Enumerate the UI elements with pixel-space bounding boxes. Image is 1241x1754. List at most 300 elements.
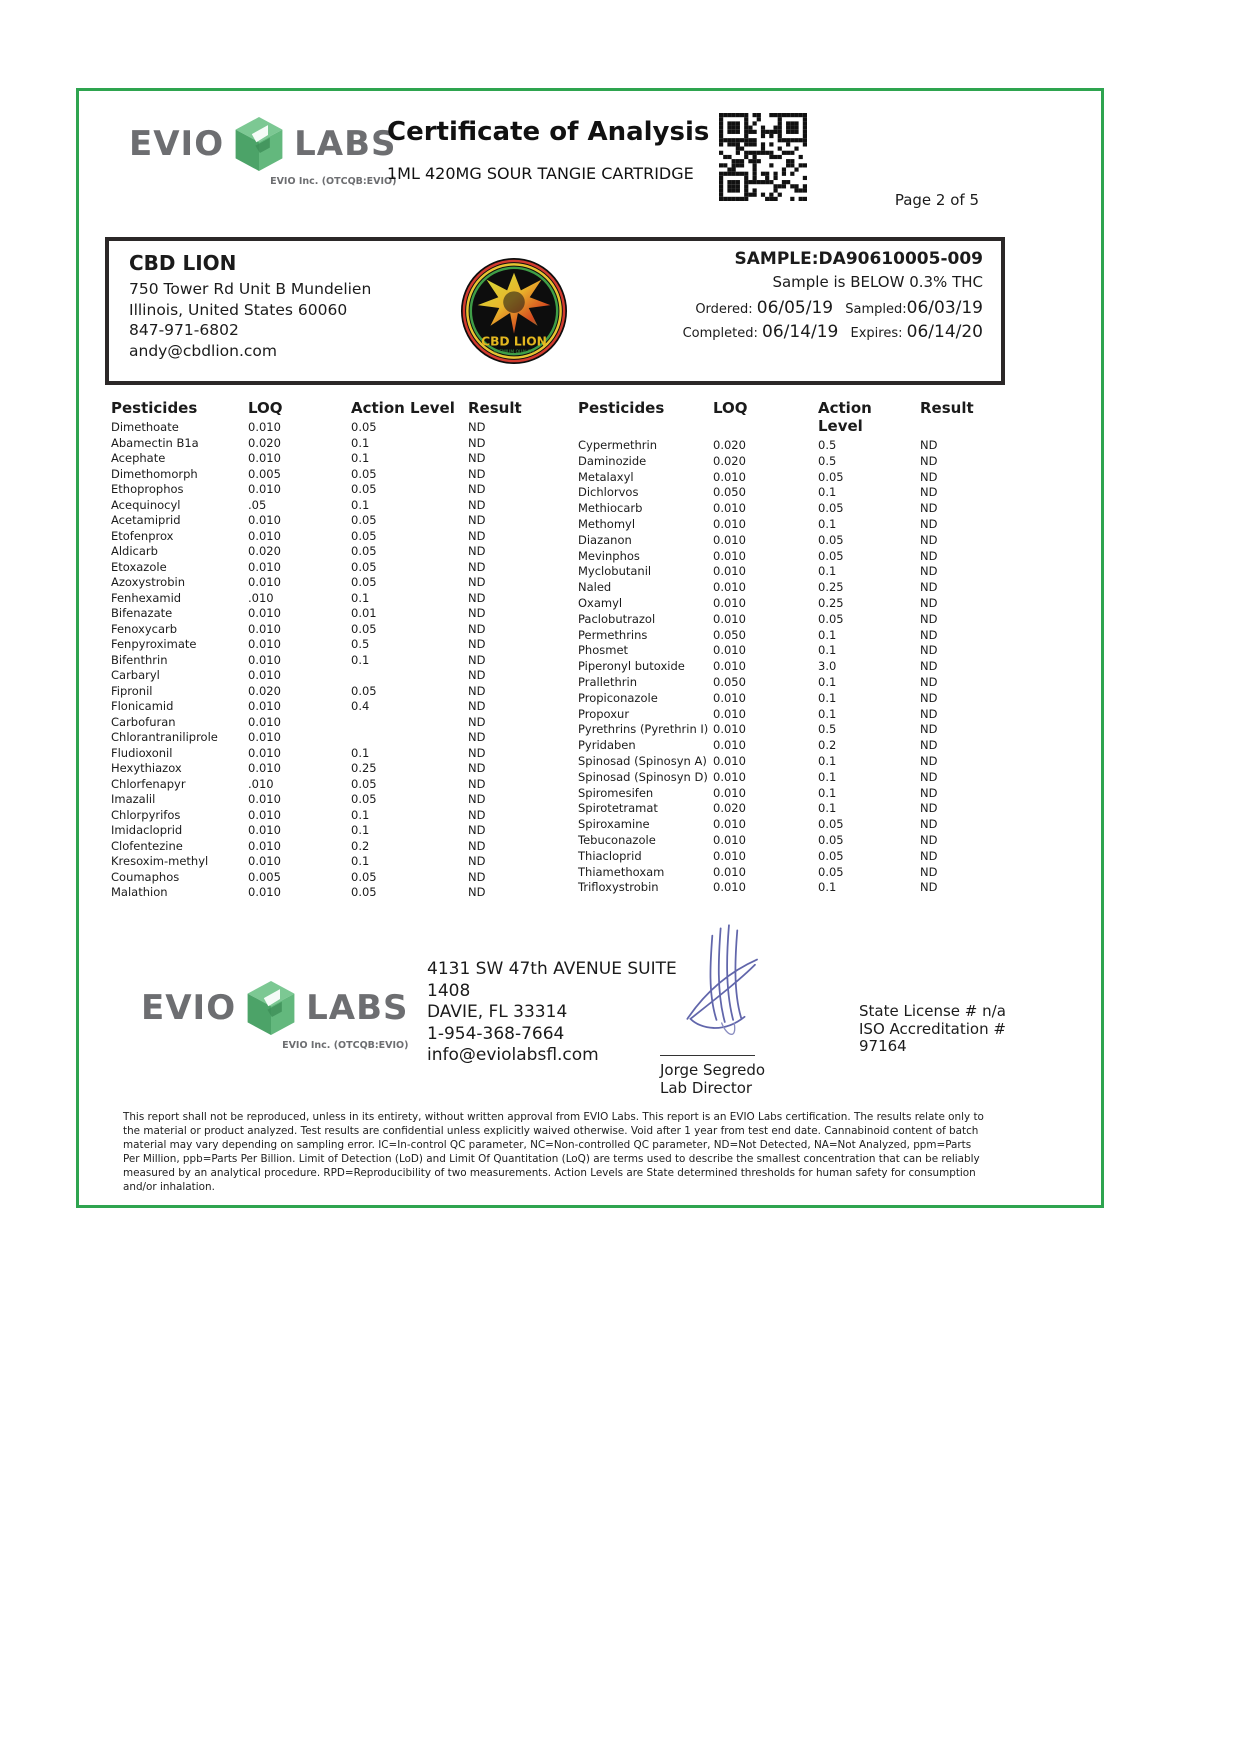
loq-value: 0.010 — [713, 864, 746, 879]
action-level-value: 0.05 — [351, 885, 377, 899]
table-row — [578, 470, 990, 486]
loq-value: 0.005 — [248, 466, 281, 481]
lab-address — [427, 959, 677, 1067]
loq-value: 0.010 — [248, 559, 281, 574]
table-row — [111, 792, 531, 808]
table-row — [578, 549, 990, 565]
evio-labs-logo — [129, 115, 396, 187]
pesticide-name: Paclobutrazol — [578, 611, 656, 626]
pesticide-name: Naled — [578, 580, 612, 595]
action-level-value: 0.05 — [351, 776, 377, 791]
loq-value: 0.010 — [713, 659, 746, 674]
action-level-value: 0.1 — [818, 801, 837, 816]
action-level-value: 0.1 — [351, 451, 370, 465]
result-value: ND — [920, 817, 938, 832]
result-value: ND — [920, 769, 938, 784]
pesticide-name: Spinosad (Spinosyn A) — [578, 753, 707, 768]
result-value: ND — [920, 738, 938, 753]
client-name: CBD LION — [129, 251, 237, 275]
pesticide-name: Carbofuran — [111, 714, 176, 729]
pesticide-name: Mevinphos — [578, 548, 640, 563]
loq-value: 0.010 — [713, 643, 746, 658]
loq-value: 0.010 — [713, 880, 746, 895]
evio-labs-footer-logo — [141, 979, 408, 1051]
loq-value: 0.010 — [248, 668, 281, 682]
table-row — [578, 438, 990, 454]
expires-label: Expires: — [850, 326, 903, 341]
action-level-value — [351, 730, 468, 746]
table-row — [111, 622, 531, 638]
table-row — [111, 513, 531, 529]
result-value: ND — [920, 611, 938, 626]
pesticide-name: Clofentezine — [111, 838, 183, 853]
result-value: ND — [920, 801, 938, 816]
action-level-value: 0.05 — [351, 559, 377, 574]
page-number: Page 2 of 5 — [894, 191, 979, 209]
table-row — [111, 808, 531, 824]
table-row — [111, 467, 531, 483]
lab-email: info@eviolabsfl.com — [427, 1045, 599, 1065]
loq-value: 0.010 — [713, 785, 746, 800]
pesticide-name: Metalaxyl — [578, 469, 634, 484]
table-row — [111, 777, 531, 793]
action-level-value: 0.05 — [818, 469, 844, 484]
loq-value: .010 — [248, 776, 274, 791]
result-value: ND — [468, 466, 486, 481]
table-row — [578, 691, 990, 707]
table-row — [578, 596, 990, 612]
table-row — [111, 436, 531, 452]
result-value: ND — [468, 761, 486, 775]
result-value: ND — [468, 699, 486, 713]
table-row — [578, 501, 990, 517]
action-level-value: 0.05 — [351, 544, 377, 558]
table-row — [111, 606, 531, 622]
loq-value: 0.010 — [248, 699, 281, 713]
table-row — [578, 564, 990, 580]
table-row — [111, 699, 531, 715]
pesticide-name: Kresoxim-methyl — [111, 854, 209, 868]
pesticide-name: Dichlorvos — [578, 485, 639, 500]
sample-info — [683, 249, 983, 345]
result-value: ND — [468, 807, 486, 822]
result-value: ND — [920, 722, 938, 737]
signature — [675, 919, 785, 1049]
logo-inc-text: EVIO Inc. (OTCQB:EVIO) — [270, 176, 397, 187]
pesticide-name: Cypermethrin — [578, 438, 658, 452]
loq-value: 0.010 — [713, 738, 746, 753]
pesticide-name: Chlorantraniliprole — [111, 730, 218, 744]
table-row — [578, 738, 990, 754]
result-value: ND — [920, 753, 938, 768]
pesticide-name: Acequinocyl — [111, 497, 181, 512]
pesticide-name: Prallethrin — [578, 674, 637, 689]
table-row — [578, 770, 990, 786]
result-value: ND — [468, 683, 486, 698]
action-level-value: 0.5 — [818, 722, 837, 737]
logo-evio-text: EVIO — [141, 988, 237, 1028]
loq-value: 0.020 — [713, 801, 746, 816]
completed-date: 06/14/19 — [762, 322, 839, 342]
action-level-value: 0.2 — [351, 838, 370, 853]
loq-value: 0.010 — [713, 848, 746, 863]
loq-value: 0.010 — [713, 564, 746, 579]
action-level-value — [351, 668, 468, 684]
table-row — [578, 580, 990, 596]
action-level-value: 0.05 — [818, 611, 844, 626]
action-level-value: 0.25 — [818, 595, 844, 610]
table-row — [111, 482, 531, 498]
loq-value: 0.010 — [248, 885, 281, 899]
action-level-value: 0.5 — [818, 453, 837, 468]
action-level-value: 0.4 — [351, 699, 370, 713]
pesticide-name: Acetamiprid — [111, 513, 181, 527]
action-level-value: 0.1 — [351, 590, 370, 605]
pesticides-table-left — [111, 399, 531, 901]
green-frame — [76, 88, 1104, 1208]
signer-title: Lab Director — [660, 1079, 753, 1097]
result-value: ND — [468, 528, 486, 543]
pesticide-name: Imidacloprid — [111, 823, 183, 837]
result-value: ND — [920, 580, 938, 595]
table-row — [578, 833, 990, 849]
cbd-logo-text: CBD LION — [481, 334, 547, 349]
action-level-value: 0.2 — [818, 738, 837, 753]
col-header-action-level: Action Level — [818, 399, 872, 435]
col-header-result: Result — [920, 399, 974, 417]
table-row — [578, 612, 990, 628]
product-subtitle: 1ML 420MG SOUR TANGIE CARTRIDGE — [387, 164, 694, 183]
pesticides-table-right — [578, 399, 990, 896]
result-value: ND — [920, 453, 938, 468]
action-level-value: 0.1 — [818, 880, 837, 895]
client-sample-box — [105, 237, 1005, 385]
loq-value: 0.050 — [713, 485, 746, 500]
pesticide-name: Spinosad (Spinosyn D) — [578, 769, 708, 784]
pesticide-name: Carbaryl — [111, 668, 160, 682]
logo-inc-text: EVIO Inc. (OTCQB:EVIO) — [282, 1040, 409, 1051]
col-header-loq: LOQ — [248, 399, 283, 417]
table-row — [111, 668, 531, 684]
disclaimer-text: This report shall not be reproduced, unless in its entirety, without written approval from EVIO Labs. This report is an EVIO Labs certification. The results relate only to the material or product analyzed. Test results are confidential unless explicitly waived otherwise. Void after 1 year from test end date. Cannabinoid content of batch material may vary depending on sampling error. IC=In-control QC parameter, NC=Non-controlled QC parameter, ND=Not Detected, NA=Not Analyzed, ppm=Parts Per Million, ppb=Parts Per Billion. Limit of Detection (LoD) and Limit Of Quantitation (LoQ) are terms used to describe the smallest concentration that can be reliably measured by an analytical procedure. RPD=Reproducibility of two measurements. Action Levels are State determined thresholds for human safety for consumption and/or inhalation. — [123, 1111, 984, 1193]
table-header-row — [111, 399, 531, 420]
col-header-pesticides: Pesticides — [111, 399, 198, 417]
action-level-value: 0.1 — [818, 485, 837, 500]
result-value: ND — [920, 532, 938, 547]
loq-value: 0.010 — [713, 832, 746, 847]
action-level-value: 0.05 — [351, 869, 377, 884]
result-value: ND — [920, 438, 938, 452]
table-row — [578, 865, 990, 881]
table-row — [578, 849, 990, 865]
pesticide-name: Trifloxystrobin — [578, 880, 659, 895]
table-row — [111, 560, 531, 576]
result-value: ND — [920, 848, 938, 863]
action-level-value: 0.05 — [351, 420, 377, 434]
pesticide-name: Oxamyl — [578, 595, 623, 610]
loq-value: 0.010 — [248, 575, 281, 589]
table-row — [111, 885, 531, 901]
pesticide-name: Acephate — [111, 451, 166, 465]
result-value: ND — [468, 730, 486, 744]
pesticide-name: Propoxur — [578, 706, 630, 721]
loq-value: 0.010 — [248, 745, 281, 760]
action-level-value: 0.05 — [351, 528, 377, 543]
loq-value: 0.010 — [248, 637, 281, 651]
loq-value: 0.020 — [713, 438, 746, 452]
action-level-value — [351, 715, 468, 731]
result-value: ND — [468, 420, 486, 434]
result-value: ND — [920, 485, 938, 500]
col-header-loq: LOQ — [713, 399, 748, 417]
action-level-value: 0.1 — [351, 807, 370, 822]
action-level-value: 0.1 — [351, 823, 370, 837]
pesticide-name: Fenoxycarb — [111, 621, 178, 636]
result-value: ND — [468, 668, 486, 682]
iso-accreditation-line2: 97164 — [859, 1037, 907, 1055]
action-level-value: 0.1 — [818, 674, 837, 689]
loq-value: 0.010 — [248, 451, 281, 465]
table-row — [578, 485, 990, 501]
loq-value: 0.010 — [248, 482, 281, 496]
loq-value: 0.010 — [248, 621, 281, 636]
action-level-value: 3.0 — [818, 659, 837, 674]
action-level-value: 0.05 — [818, 501, 844, 516]
action-level-value: 0.1 — [351, 497, 370, 512]
ordered-label: Ordered: — [695, 302, 753, 317]
sample-ordered-line — [683, 297, 983, 321]
action-level-value: 0.05 — [351, 792, 377, 806]
loq-value: 0.020 — [248, 435, 281, 450]
lab-address-line1: 4131 SW 47th AVENUE SUITE — [427, 959, 677, 979]
action-level-value: 0.5 — [818, 438, 837, 452]
loq-value: 0.010 — [713, 706, 746, 721]
iso-accreditation-line1: ISO Accreditation # — [859, 1019, 1006, 1038]
result-value: ND — [468, 482, 486, 496]
loq-value: 0.010 — [248, 838, 281, 853]
result-value: ND — [468, 559, 486, 574]
pesticide-name: Dimethoate — [111, 420, 179, 434]
pesticide-name: Propiconazole — [578, 690, 658, 705]
pesticide-name: Phosmet — [578, 643, 629, 658]
pesticide-name: Chlorpyrifos — [111, 807, 181, 822]
result-value: ND — [468, 776, 486, 791]
table-row — [111, 529, 531, 545]
loq-value: .010 — [248, 590, 274, 605]
result-value: ND — [920, 659, 938, 674]
table-row — [578, 533, 990, 549]
client-email: andy@cbdlion.com — [129, 341, 277, 360]
col-header-result: Result — [468, 399, 522, 417]
result-value: ND — [468, 513, 486, 527]
loq-value: 0.010 — [248, 528, 281, 543]
action-level-value: 0.1 — [818, 785, 837, 800]
evio-cube-icon — [232, 115, 286, 173]
result-value: ND — [920, 690, 938, 705]
table-row — [111, 544, 531, 560]
loq-value: 0.010 — [713, 611, 746, 626]
pesticide-name: Imazalil — [111, 792, 156, 806]
result-value: ND — [468, 544, 486, 558]
pesticide-name: Bifenthrin — [111, 652, 168, 667]
action-level-value: 0.1 — [818, 643, 837, 658]
result-value: ND — [468, 652, 486, 667]
cbd-logo-subtext: PREMIUM QUALITY — [493, 350, 535, 356]
action-level-value: 0.05 — [818, 817, 844, 832]
table-row — [111, 451, 531, 467]
pesticide-name: Thiamethoxam — [578, 864, 665, 879]
action-level-value: 0.05 — [818, 864, 844, 879]
result-value: ND — [920, 548, 938, 563]
action-level-value: 0.1 — [351, 652, 370, 667]
loq-value: 0.010 — [248, 807, 281, 822]
pesticide-name: Hexythiazox — [111, 761, 182, 775]
loq-value: 0.010 — [713, 580, 746, 595]
loq-value: 0.050 — [713, 674, 746, 689]
table-row — [111, 420, 531, 436]
action-level-value: 0.05 — [351, 466, 377, 481]
table-row — [578, 880, 990, 896]
loq-value: 0.010 — [248, 823, 281, 837]
table-row — [578, 754, 990, 770]
result-value: ND — [468, 854, 486, 868]
col-header-pesticides: Pesticides — [578, 399, 665, 417]
pesticide-name: Thiacloprid — [578, 848, 642, 863]
table-row — [111, 746, 531, 762]
table-row — [578, 722, 990, 738]
action-level-value: 0.05 — [351, 482, 377, 496]
action-level-value: 0.05 — [351, 513, 377, 527]
action-level-value: 0.05 — [818, 848, 844, 863]
result-value: ND — [920, 832, 938, 847]
result-value: ND — [920, 516, 938, 531]
table-row — [578, 675, 990, 691]
table-row — [578, 643, 990, 659]
logo-labs-text: LABS — [294, 124, 397, 164]
pesticide-name: Spiromesifen — [578, 785, 654, 800]
result-value: ND — [920, 564, 938, 579]
table-row — [111, 637, 531, 653]
table-row — [111, 715, 531, 731]
cbd-lion-logo — [460, 257, 568, 365]
loq-value: 0.010 — [248, 714, 281, 729]
result-value: ND — [920, 706, 938, 721]
loq-value: .05 — [248, 497, 267, 512]
client-phone: 847-971-6802 — [129, 321, 239, 339]
action-level-value: 0.01 — [351, 606, 377, 620]
table-row — [578, 817, 990, 833]
action-level-value: 0.1 — [351, 435, 370, 450]
table-row — [578, 454, 990, 470]
lab-address-line3: DAVIE, FL 33314 — [427, 1002, 568, 1022]
action-level-value: 0.1 — [818, 753, 837, 768]
loq-value: 0.020 — [713, 453, 746, 468]
table-row — [111, 653, 531, 669]
loq-value: 0.010 — [248, 730, 281, 744]
pesticide-name: Daminozide — [578, 453, 647, 468]
sample-thc-note: Sample is BELOW 0.3% THC — [772, 273, 983, 291]
pesticide-name: Fenpyroximate — [111, 637, 197, 651]
action-level-value: 0.1 — [351, 745, 370, 760]
pesticide-name: Etofenprox — [111, 528, 174, 543]
client-address-line2: Illinois, United States 60060 — [129, 300, 348, 319]
result-value: ND — [920, 501, 938, 516]
loq-value: 0.010 — [248, 513, 281, 527]
expires-date: 06/14/20 — [906, 322, 983, 342]
table-row — [578, 628, 990, 644]
result-value: ND — [920, 880, 938, 895]
result-value: ND — [468, 885, 486, 899]
loq-value: 0.010 — [713, 501, 746, 516]
action-level-value: 0.1 — [818, 564, 837, 579]
state-license: State License # n/a — [859, 1002, 1006, 1020]
sampled-date: 06/03/19 — [906, 298, 983, 318]
action-level-value: 0.05 — [818, 532, 844, 547]
lab-phone: 1-954-368-7664 — [427, 1023, 565, 1044]
result-value: ND — [468, 823, 486, 837]
result-value: ND — [468, 869, 486, 884]
loq-value: 0.010 — [248, 606, 281, 620]
ordered-date: 06/05/19 — [756, 298, 834, 318]
loq-value: 0.010 — [713, 532, 746, 547]
lab-address-line2: 1408 — [427, 980, 471, 1001]
result-value: ND — [468, 590, 486, 605]
action-level-value: 0.05 — [351, 683, 377, 698]
pesticide-name: Pyridaben — [578, 738, 636, 753]
pesticide-name: Azoxystrobin — [111, 575, 185, 589]
action-level-value: 0.25 — [351, 761, 377, 775]
table-row — [111, 823, 531, 839]
result-value: ND — [468, 435, 486, 450]
action-level-value: 0.05 — [818, 832, 844, 847]
page-title: Certificate of Analysis — [387, 117, 710, 147]
result-value: ND — [468, 637, 486, 651]
result-value: ND — [920, 627, 938, 642]
table-row — [578, 801, 990, 817]
qr-code-icon — [719, 113, 807, 201]
loq-value: 0.010 — [248, 652, 281, 667]
action-level-value: 0.05 — [351, 621, 377, 636]
loq-value: 0.005 — [248, 869, 281, 884]
table-row — [578, 659, 990, 675]
pesticide-name: Tebuconazole — [578, 832, 656, 847]
table-row — [111, 575, 531, 591]
pesticide-name: Permethrins — [578, 627, 648, 642]
loq-value: 0.020 — [248, 683, 281, 698]
table-row — [111, 730, 531, 746]
loq-value: 0.010 — [713, 595, 746, 610]
sample-completed-line — [683, 321, 983, 345]
action-level-value: 0.05 — [351, 575, 377, 589]
pesticide-name: Pyrethrins (Pyrethrin I) — [578, 722, 709, 737]
pesticide-name: Flonicamid — [111, 699, 174, 713]
sample-id: SAMPLE:DA90610005-009 — [734, 249, 983, 269]
loq-value: 0.010 — [713, 690, 746, 705]
client-address-line1: 750 Tower Rd Unit B Mundelien — [129, 280, 372, 298]
loq-value: 0.010 — [713, 769, 746, 784]
pesticide-name: Bifenazate — [111, 606, 173, 620]
pesticide-name: Abamectin B1a — [111, 435, 199, 450]
result-value: ND — [468, 606, 486, 620]
pesticide-name: Aldicarb — [111, 544, 158, 558]
loq-value: 0.010 — [713, 469, 746, 484]
result-value: ND — [468, 621, 486, 636]
result-value: ND — [920, 643, 938, 658]
action-level-value: 0.1 — [818, 516, 837, 531]
loq-value: 0.020 — [248, 544, 281, 558]
action-level-value: 0.1 — [818, 627, 837, 642]
loq-value: 0.010 — [713, 516, 746, 531]
